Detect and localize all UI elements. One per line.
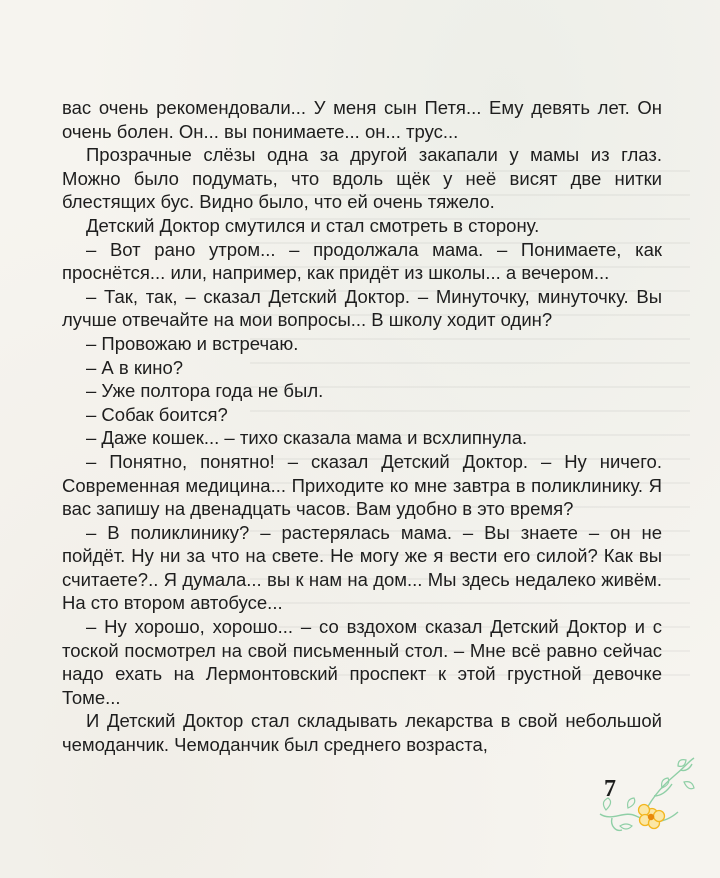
paragraph-9: – Собак боится?	[86, 403, 228, 425]
paragraph-1: вас очень рекомендовали... У меня сын Петя... Ему девять лет. Он очень болен. Он... вы понимаете... он... трус...	[62, 97, 662, 142]
paragraph-4: – Вот рано утром... – продолжала мама. – Понимаете, как проснётся... или, например, как придёт из школы... а вечером...	[62, 238, 662, 284]
page-number: 7	[604, 776, 616, 802]
paragraph-10: – Даже кошек... – тихо сказала мама и всхлипнула.	[86, 427, 528, 449]
paragraph-7: – А в кино?	[86, 356, 184, 378]
paragraph-12: – В поликлинику? – растерялась мама. – Вы знаете – он не пойдёт. Ну ни за что на свете. Не могу же я вести его силой? Как вы считаете?.. Я думала... вы к нам на дом... Мы здесь недалеко живём. На сто втором автобусе...	[62, 521, 662, 614]
paragraph-14: И Детский Доктор стал складывать лекарства в свой небольшой чемоданчик. Чемоданчик был среднего возраста,	[62, 710, 662, 756]
paragraph-13: – Ну хорошо, хорошо... – со вздохом сказал Детский Доктор и с тоской посмотрел на свой письменный стол. – Мне всё равно сейчас надо ехать на Лермонтовский проспект к этой грустной девочке Томе...	[62, 616, 662, 708]
paragraph-2: Прозрачные слёзы одна за другой закапали у мамы из глаз. Можно было подумать, что вдоль щёк у неё висят две нитки блестящих бус. Видно было, что ей очень тяжело.	[62, 144, 662, 213]
paragraph-3: Детский Доктор смутился и стал смотреть в сторону.	[86, 214, 540, 236]
paragraph-6: – Провожаю и встречаю.	[86, 332, 299, 354]
paragraph-5: – Так, так, – сказал Детский Доктор. – Минуточку, минуточку. Вы лучше отвечайте на мои вопросы... В школу ходит один?	[62, 285, 662, 331]
paragraph-8: – Уже полтора года не был.	[86, 380, 324, 402]
story-text	[62, 96, 662, 757]
paragraph-11: – Понятно, понятно! – сказал Детский Доктор. – Ну ничего. Современная медицина... Приходите ко мне завтра в поликлинику. Я вас запишу на двенадцать часов. Вам удобно в это время?	[62, 450, 662, 520]
vine-flower-ornament-icon	[592, 752, 702, 842]
